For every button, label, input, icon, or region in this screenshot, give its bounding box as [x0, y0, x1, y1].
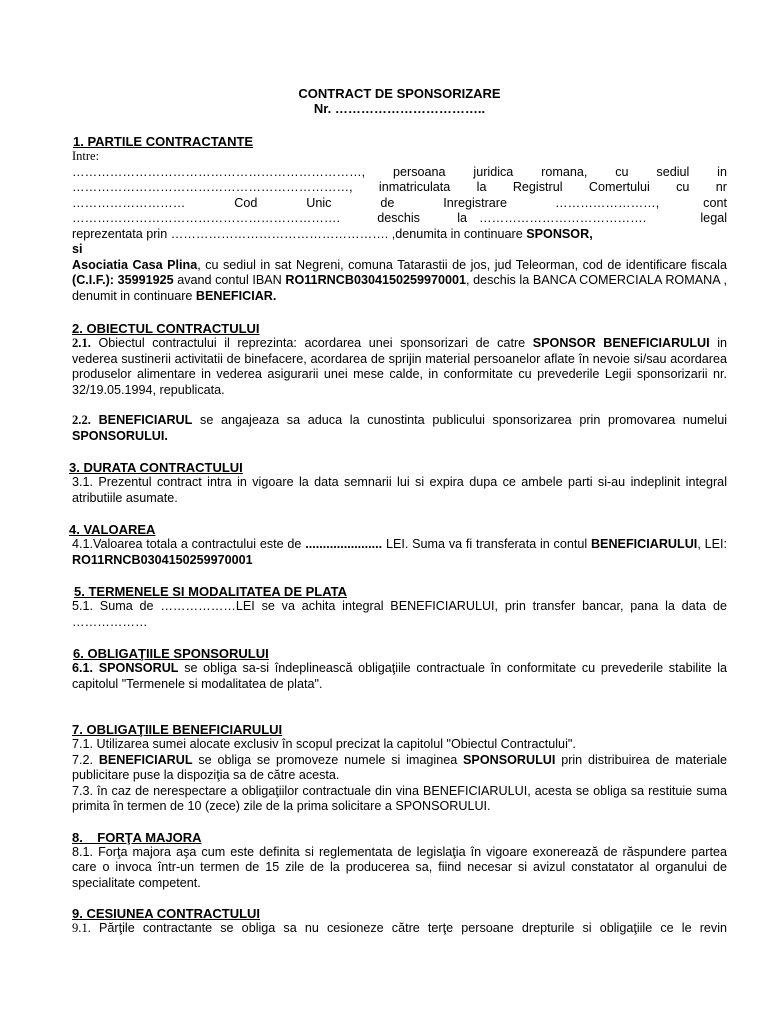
clause-4-1: 4.1.Valoarea totala a contractului este de ...................... LEI. Suma va fi transferata in contul BENEFICIARULUI, LEI: RO11RNCB0304150259970001	[72, 537, 727, 567]
party1-line5	[72, 227, 727, 243]
beneficiar-term: BENEFICIAR.	[195, 288, 277, 303]
party2-iban: RO11RNCB0304150259970001	[285, 273, 467, 287]
clause-7-1: 7.1. Utilizarea sumei alocate exclusiv în scopul precizat la capitolul "Obiectul Contractului".	[72, 737, 576, 751]
clause-2-2: 2.2. BENEFICIARUL se angajeaza sa aduca la cunostinta publicului sponsorizarea prin promovarea numelui SPONSORULUI.	[72, 413, 728, 443]
section-4-heading: 4. VALOAREA	[69, 522, 156, 537]
section-8-heading: 8. FORŢA MAJORA	[72, 829, 202, 845]
party1-line4-b: …………………………………. legal	[479, 211, 727, 225]
section-2-heading: 2. OBIECTUL CONTRACTULUI	[72, 321, 260, 336]
value-iban: RO11RNCB0304150259970001	[72, 552, 253, 567]
party1-line5-a: reprezentata prin ……………………………………………. ,denumita in continuare	[72, 226, 523, 241]
section-5	[72, 584, 727, 630]
section-3	[69, 460, 727, 506]
si-label: si	[72, 242, 83, 256]
section-1	[72, 134, 727, 304]
party2-cif: (C.I.F.): 35991925	[72, 273, 174, 287]
party1-line2: …………………………………………………………, inmatriculata la Registrul Comertului cu nr	[72, 180, 727, 194]
intre-label: Intre:	[72, 149, 100, 163]
clause-7-3: 7.3. în caz de nerespectare a obligaţiilor contractuale din vina BENEFICIARULUI, acesta se obliga sa restituie suma primita în termen de 10 (zece) zile de la prima solicitare a SPONSORULUI.	[72, 783, 727, 813]
party2-name: Asociatia Casa Plina	[72, 257, 198, 272]
contract-number: Nr. ……………………………..	[313, 101, 486, 116]
section-8	[72, 830, 727, 892]
party1-line4-a: ………………………………………………………. deschis la	[72, 211, 467, 225]
party1-line4	[72, 211, 727, 227]
clause-7-2: 7.2. BENEFICIARUL se obliga se promoveze numele si imaginea SPONSORULUI prin distribuirea de materiale publicitare puse la dispoziţia sa de către acesta.	[72, 752, 727, 782]
clause-3-1: 3.1. Prezentul contract intra in vigoare la data semnarii lui si expira dupa ce ambele parti si-au indeplinit integral atributiile asumate.	[72, 475, 727, 505]
clause-5-1: 5.1. Suma de ………………LEI se va achita integral BENEFICIARULUI, prin transfer bancar, pana la data de ………………	[72, 599, 727, 629]
section-6	[72, 646, 727, 692]
party2-paragraph: Asociatia Casa Plina, cu sediul in sat Negreni, comuna Tatarastii de jos, jud Teleorman, cod de identificare fiscala (C.I.F.): 35991925 avand contul IBAN RO11RNCB0304150259970001, deschis la BANCA COMERCIALA ROMANA , denumit in continuare BENEFICIAR.	[72, 257, 728, 303]
section-1-heading: 1. PARTILE CONTRACTANTE	[73, 134, 254, 149]
party1-line1: ……………………………………………………………, persoana juridica romana, cu sediul in	[72, 164, 727, 179]
value-placeholder: ......................	[305, 537, 383, 551]
contract-title: CONTRACT DE SPONSORIZARE	[298, 86, 501, 101]
clause-9-1: 9.1. Părţile contractante se obliga sa nu cesioneze către terţe persoane drepturile si obligaţiile ce le revin	[72, 921, 727, 935]
section-7-heading: 7. OBLIGAŢIILE BENEFICIARULUI	[72, 722, 283, 737]
section-9-heading: 9. CESIUNEA CONTRACTULUI	[72, 906, 261, 921]
section-3-heading: 3. DURATA CONTRACTULUI	[69, 460, 243, 475]
section-5-heading: 5. TERMENELE SI MODALITATEA DE PLATA	[74, 584, 347, 599]
section-6-heading: 6. OBLIGAŢIILE SPONSORULUI	[73, 646, 269, 661]
clause-2-1: 2.1. Obiectul contractului il reprezinta: acordarea unei sponsorizari de catre SPONSOR BENEFICIARULUI in vederea sustinerii activitatii de binefacere, acordarea de sprijin material persoanelor aflate în nevoie si/sau acordarea produselor alimentare in vederea asigurarii unei mese calde, in conformitate cu prevederile Legii sponsorizarii nr. 32/19.05.1994, republicata.	[72, 336, 727, 397]
contract-page	[69, 86, 728, 937]
party1-line3-a: ……………………… Cod Unic de Inregistrare	[72, 195, 507, 210]
sponsor-term: SPONSOR,	[526, 226, 593, 241]
party1-line3-b: ……………………, cont	[555, 195, 727, 210]
clause-6-1: 6.1. SPONSORUL se obliga sa-si îndeplinească obligaţiile contractuale în conformitate cu prevederile stabilite la capitolul "Termenele si modalitatea de plata".	[72, 661, 727, 691]
clause-8-1: 8.1. Forţa majora aşa cum este definita si reglementata de legislaţia în vigoare exonerează de răspundere partea care o invoca într-un termen de 15 zile de la producerea sa, fiind necesar si avizul constatator al organului de specialitate competent.	[72, 844, 727, 890]
section-7	[72, 722, 727, 815]
section-9	[72, 906, 727, 937]
party1-line3	[72, 196, 727, 212]
section-4	[69, 522, 727, 568]
section-2	[72, 321, 727, 444]
